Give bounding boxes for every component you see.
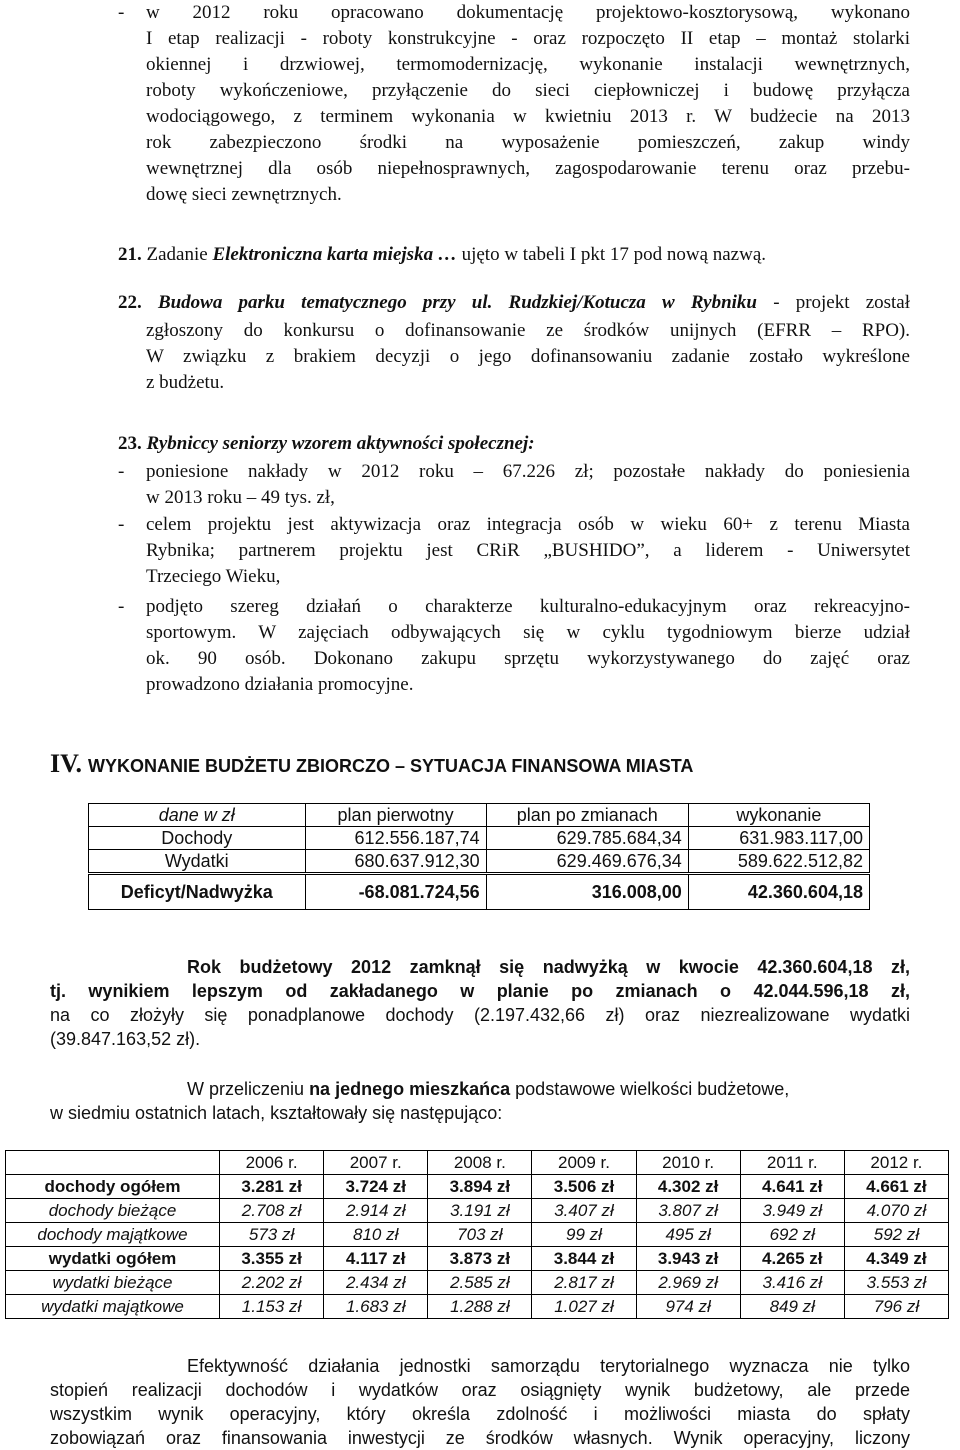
deficit-row — [89, 874, 870, 910]
table-cell: 974 zł — [636, 1295, 740, 1319]
table-cell: 796 zł — [844, 1295, 948, 1319]
per-capita-table — [5, 1150, 949, 1319]
table-cell: 629.785.684,34 — [486, 827, 688, 850]
text-line: ok. 90 osób. Dokonano zakupu sprzętu wykorzystywanego do zajęć oraz — [146, 648, 910, 669]
table-cell: 4.661 zł — [844, 1175, 948, 1199]
year-cell: 2009 r. — [532, 1151, 636, 1175]
row-label: dochody ogółem — [6, 1175, 220, 1199]
table-header-cell: wykonanie — [688, 804, 869, 827]
table-cell: 3.724 zł — [324, 1175, 428, 1199]
item-text: - projekt został — [773, 292, 911, 313]
text-line: na co złożyły się ponadplanowe dochody (2.197.432,66 zł) oraz niezrealizowane wydatki — [50, 1005, 910, 1025]
text-line: roboty wykończeniowe, przyłączenie do sieci ciepłowniczej i budowę przyłącza — [146, 80, 910, 101]
top-item-text — [146, 0, 910, 208]
table-cell: 629.469.676,34 — [486, 850, 688, 874]
table-row — [6, 1175, 949, 1199]
list-dash: - — [118, 596, 125, 617]
table-header-cell: plan pierwotny — [305, 804, 486, 827]
text-line: Rok budżetowy 2012 zamknął się nadwyżką w kwocie 42.360.604,18 zł, — [187, 957, 910, 977]
table-cell: -68.081.724,56 — [305, 874, 486, 910]
text-line: I etap realizacji - roboty konstrukcyjne - oraz rozpoczęto II etap – montaż stolarki — [146, 28, 910, 49]
text-line: W związku z brakiem decyzji o jego dofinansowaniu zadanie zostało wykreślone — [146, 346, 910, 367]
list-dash: - — [118, 2, 125, 23]
text-line: celem projektu jest aktywizacja oraz integracja osób w wieku 60+ z terenu Miasta — [146, 514, 910, 535]
table-row — [6, 1247, 949, 1271]
text-line: z budżetu. — [146, 372, 225, 393]
table-cell: Deficyt/Nadwyżka — [89, 874, 306, 910]
year-cell: 2011 r. — [740, 1151, 844, 1175]
table-cell: 2.817 zł — [532, 1271, 636, 1295]
text-line — [50, 1077, 910, 1101]
table-cell: 2.202 zł — [220, 1271, 324, 1295]
row-label: wydatki bieżące — [6, 1271, 220, 1295]
table-cell: 3.807 zł — [636, 1199, 740, 1223]
table-cell: 703 zł — [428, 1223, 532, 1247]
table-cell: 316.008,00 — [486, 874, 688, 910]
item-number: 22. — [118, 292, 142, 313]
bullet-3 — [146, 594, 910, 698]
table-cell: 692 zł — [740, 1223, 844, 1247]
table-cell: 849 zł — [740, 1295, 844, 1319]
table-cell: 3.281 zł — [220, 1175, 324, 1199]
table-cell: 1.683 zł — [324, 1295, 428, 1319]
year-cell: 2008 r. — [428, 1151, 532, 1175]
row-label: wydatki majątkowe — [6, 1295, 220, 1319]
table-cell: 3.416 zł — [740, 1271, 844, 1295]
text-line: w 2013 roku – 49 tys. zł, — [146, 487, 335, 508]
table-cell: Wydatki — [89, 850, 306, 874]
table-header-cell — [6, 1151, 220, 1175]
summary-table — [88, 803, 870, 910]
table-header-cell: plan po zmianach — [486, 804, 688, 827]
item-23-heading — [118, 431, 535, 457]
table-cell: 573 zł — [220, 1223, 324, 1247]
bullet-2 — [146, 512, 910, 590]
text-line: (39.847.163,52 zł). — [50, 1029, 201, 1049]
year-cell: 2010 r. — [636, 1151, 740, 1175]
table-cell: 3.506 zł — [532, 1175, 636, 1199]
table-cell: 3.949 zł — [740, 1199, 844, 1223]
table-cell: 3.894 zł — [428, 1175, 532, 1199]
text-line: dowę sieci zewnętrznych. — [146, 184, 342, 205]
item-title: Budowa parku tematycznego przy ul. Rudzkiej/Kotucza w Rybniku — [157, 292, 757, 313]
text-line: tj. wynikiem lepszym od zakładanego w planie po zmianach o 42.044.596,18 zł, — [50, 981, 910, 1001]
text-line: sportowym. W zajęciach odbywających się w cyklu tygodniowym bierze udział — [146, 622, 910, 643]
text-line: okiennej i drzwiowej, termomodernizację, wykonanie instalacji wewnętrznych, — [146, 54, 910, 75]
row-label: wydatki ogółem — [6, 1247, 220, 1271]
text-line: poniesione nakłady w 2012 roku – 67.226 zł; pozostałe nakłady do poniesienia — [146, 461, 910, 482]
table-cell: 810 zł — [324, 1223, 428, 1247]
section-roman: IV. — [50, 749, 83, 778]
table-cell: 99 zł — [532, 1223, 636, 1247]
list-dash: - — [118, 514, 125, 535]
text-line: Trzeciego Wieku, — [146, 566, 281, 587]
list-dash: - — [118, 461, 125, 482]
table-cell: 1.153 zł — [220, 1295, 324, 1319]
table-row — [89, 827, 870, 850]
item-22-line1 — [118, 290, 910, 316]
table-cell: 4.349 zł — [844, 1247, 948, 1271]
text-line: zgłoszony do konkursu o dofinansowanie ze środków unijnych (EFRR – RPO). — [146, 320, 910, 341]
text-line: prowadzono działania promocyjne. — [146, 674, 414, 695]
table-cell: 680.637.912,30 — [305, 850, 486, 874]
item-title: Rybniccy seniorzy wzorem aktywności społecznej: — [146, 433, 535, 454]
table-cell: 592 zł — [844, 1223, 948, 1247]
table-cell: Dochody — [89, 827, 306, 850]
text-line: w siedmiu ostatnich latach, kształtowały się następująco: — [50, 1103, 503, 1123]
table-header-row — [6, 1151, 949, 1175]
table-header-row — [89, 804, 870, 827]
year-cell: 2007 r. — [324, 1151, 428, 1175]
table-header-cell: dane w zł — [89, 804, 306, 827]
item-title: Elektroniczna karta miejska … — [212, 244, 457, 265]
table-cell: 4.302 zł — [636, 1175, 740, 1199]
table-cell: 4.070 zł — [844, 1199, 948, 1223]
text-span: W przeliczeniu — [187, 1079, 305, 1099]
table-cell: 612.556.187,74 — [305, 827, 486, 850]
text-span: podstawowe wielkości budżetowe, — [515, 1079, 790, 1099]
item-number: 23. — [118, 433, 142, 454]
row-label: dochody majątkowe — [6, 1223, 220, 1247]
table-cell: 3.553 zł — [844, 1271, 948, 1295]
table-cell: 2.969 zł — [636, 1271, 740, 1295]
bullet-1 — [146, 459, 910, 511]
text-line: stopień realizacji dochodów i wydatków oraz osiągnięty wynik budżetowy, ale przede — [50, 1380, 910, 1400]
table-cell: 2.708 zł — [220, 1199, 324, 1223]
table-cell: 2.434 zł — [324, 1271, 428, 1295]
table-row — [89, 850, 870, 874]
text-line: wodociągowego, z terminem wykonania w kwietniu 2013 r. W budżecie na 2013 — [146, 106, 910, 127]
table-cell: 631.983.117,00 — [688, 827, 869, 850]
table-cell: 1.288 zł — [428, 1295, 532, 1319]
table-cell: 3.191 zł — [428, 1199, 532, 1223]
text-line: wewnętrznej dla osób niepełnosprawnych, zagospodarowanie terenu oraz przebu- — [146, 158, 910, 179]
closing-paragraph — [50, 1354, 910, 1450]
text-line: Efektywność działania jednostki samorządu terytorialnego wyznacza nie tylko — [187, 1356, 910, 1376]
table-cell: 4.265 zł — [740, 1247, 844, 1271]
table-cell: 2.914 zł — [324, 1199, 428, 1223]
table-body — [6, 1175, 949, 1319]
item-22-body — [146, 318, 910, 396]
text-line: Rybnika; partnerem projektu jest CRiR „BUSHIDO”, a liderem - Uniwersytet — [146, 540, 910, 561]
table-row — [6, 1223, 949, 1247]
table-cell: 3.844 zł — [532, 1247, 636, 1271]
table-row — [6, 1295, 949, 1319]
text-line: rok zabezpieczono środki na wyposażenie pomieszczeń, zakup windy — [146, 132, 910, 153]
text-line: podjęto szereg działań o charakterze kulturalno-edukacyjnym oraz rekreacyjno- — [146, 596, 910, 617]
item-21 — [118, 242, 918, 268]
section-title: WYKONANIE BUDŻETU ZBIORCZO – SYTUACJA FINANSOWA MIASTA — [88, 756, 694, 776]
per-capita-intro — [50, 1077, 910, 1125]
text-line: zobowiązań oraz finansowania inwestycji ze środków własnych. Wynik operacyjny, liczony — [50, 1428, 910, 1448]
year-cell: 2006 r. — [220, 1151, 324, 1175]
item-post: ujęto w tabeli I pkt 17 pod nową nazwą. — [461, 244, 767, 265]
row-label: dochody bieżące — [6, 1199, 220, 1223]
result-paragraph — [50, 955, 910, 1051]
table-cell: 4.641 zł — [740, 1175, 844, 1199]
table-cell: 495 zł — [636, 1223, 740, 1247]
table-cell: 1.027 zł — [532, 1295, 636, 1319]
table-cell: 3.407 zł — [532, 1199, 636, 1223]
section-heading — [50, 749, 693, 779]
text-span: na jednego mieszkańca — [309, 1079, 511, 1099]
table-cell: 42.360.604,18 — [688, 874, 869, 910]
table-row — [6, 1271, 949, 1295]
year-cell: 2012 r. — [844, 1151, 948, 1175]
table-cell: 2.585 zł — [428, 1271, 532, 1295]
table-cell: 3.873 zł — [428, 1247, 532, 1271]
item-pre: Zadanie — [146, 244, 208, 265]
table-cell: 3.355 zł — [220, 1247, 324, 1271]
item-number: 21. — [118, 244, 142, 265]
table-cell: 4.117 zł — [324, 1247, 428, 1271]
table-cell: 589.622.512,82 — [688, 850, 869, 874]
text-line: w 2012 roku opracowano dokumentację projektowo-kosztorysową, wykonano — [146, 2, 910, 23]
table-cell: 3.943 zł — [636, 1247, 740, 1271]
text-line: wszystkim wynik operacyjny, który określa zdolność i możliwości miasta do spłaty — [50, 1404, 910, 1424]
table-row — [6, 1199, 949, 1223]
